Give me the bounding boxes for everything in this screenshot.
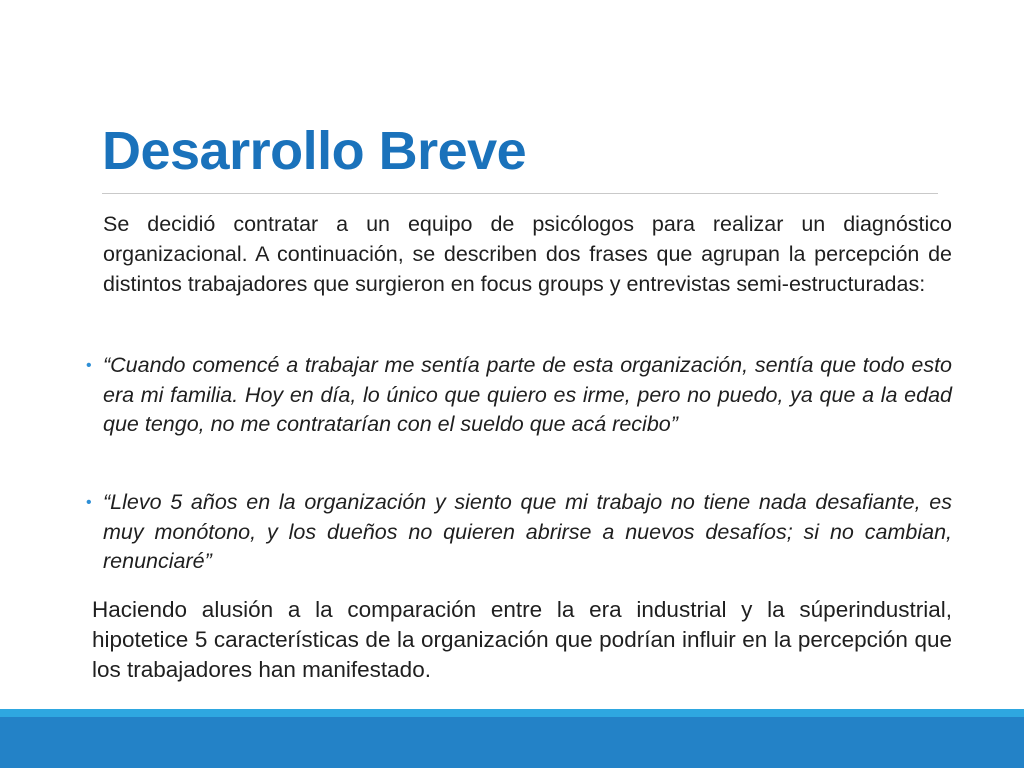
footer-accent-stripe bbox=[0, 709, 1024, 717]
intro-paragraph: Se decidió contratar a un equipo de psicólogos para realizar un diagnóstico organizacional. A continuación, se describen dos frases que agrupan la percepción de distintos trabajadores que surgieron en focus groups y entrevistas semi-estructuradas: bbox=[103, 212, 952, 296]
title-divider bbox=[102, 193, 938, 194]
quote-bullet-2 bbox=[86, 488, 952, 577]
bullet-marker-icon: • bbox=[86, 494, 92, 511]
quote-text-1: “Cuando comencé a trabajar me sentía parte de esta organización, sentía que todo esto era mi familia. Hoy en día, lo único que quiero es irme, pero no puedo, ya que a la edad que tengo, no me contratarían con el sueldo que acá recibo” bbox=[103, 353, 952, 436]
quote-text-2: “Llevo 5 años en la organización y siento que mi trabajo no tiene nada desafiante, es muy monótono, y los dueños no quieren abrirse a nuevos desafíos; si no cambian, renunciaré” bbox=[103, 490, 952, 573]
quote-bullet-1 bbox=[86, 351, 952, 440]
footer-bar bbox=[0, 717, 1024, 768]
closing-paragraph: Haciendo alusión a la comparación entre la era industrial y la súperindustrial, hipotetice 5 características de la organización que podrían influir en la percepción que los trabajadores han manifestado. bbox=[92, 597, 952, 682]
bullet-marker-icon: • bbox=[86, 357, 92, 374]
slide-title: Desarrollo Breve bbox=[102, 121, 527, 181]
